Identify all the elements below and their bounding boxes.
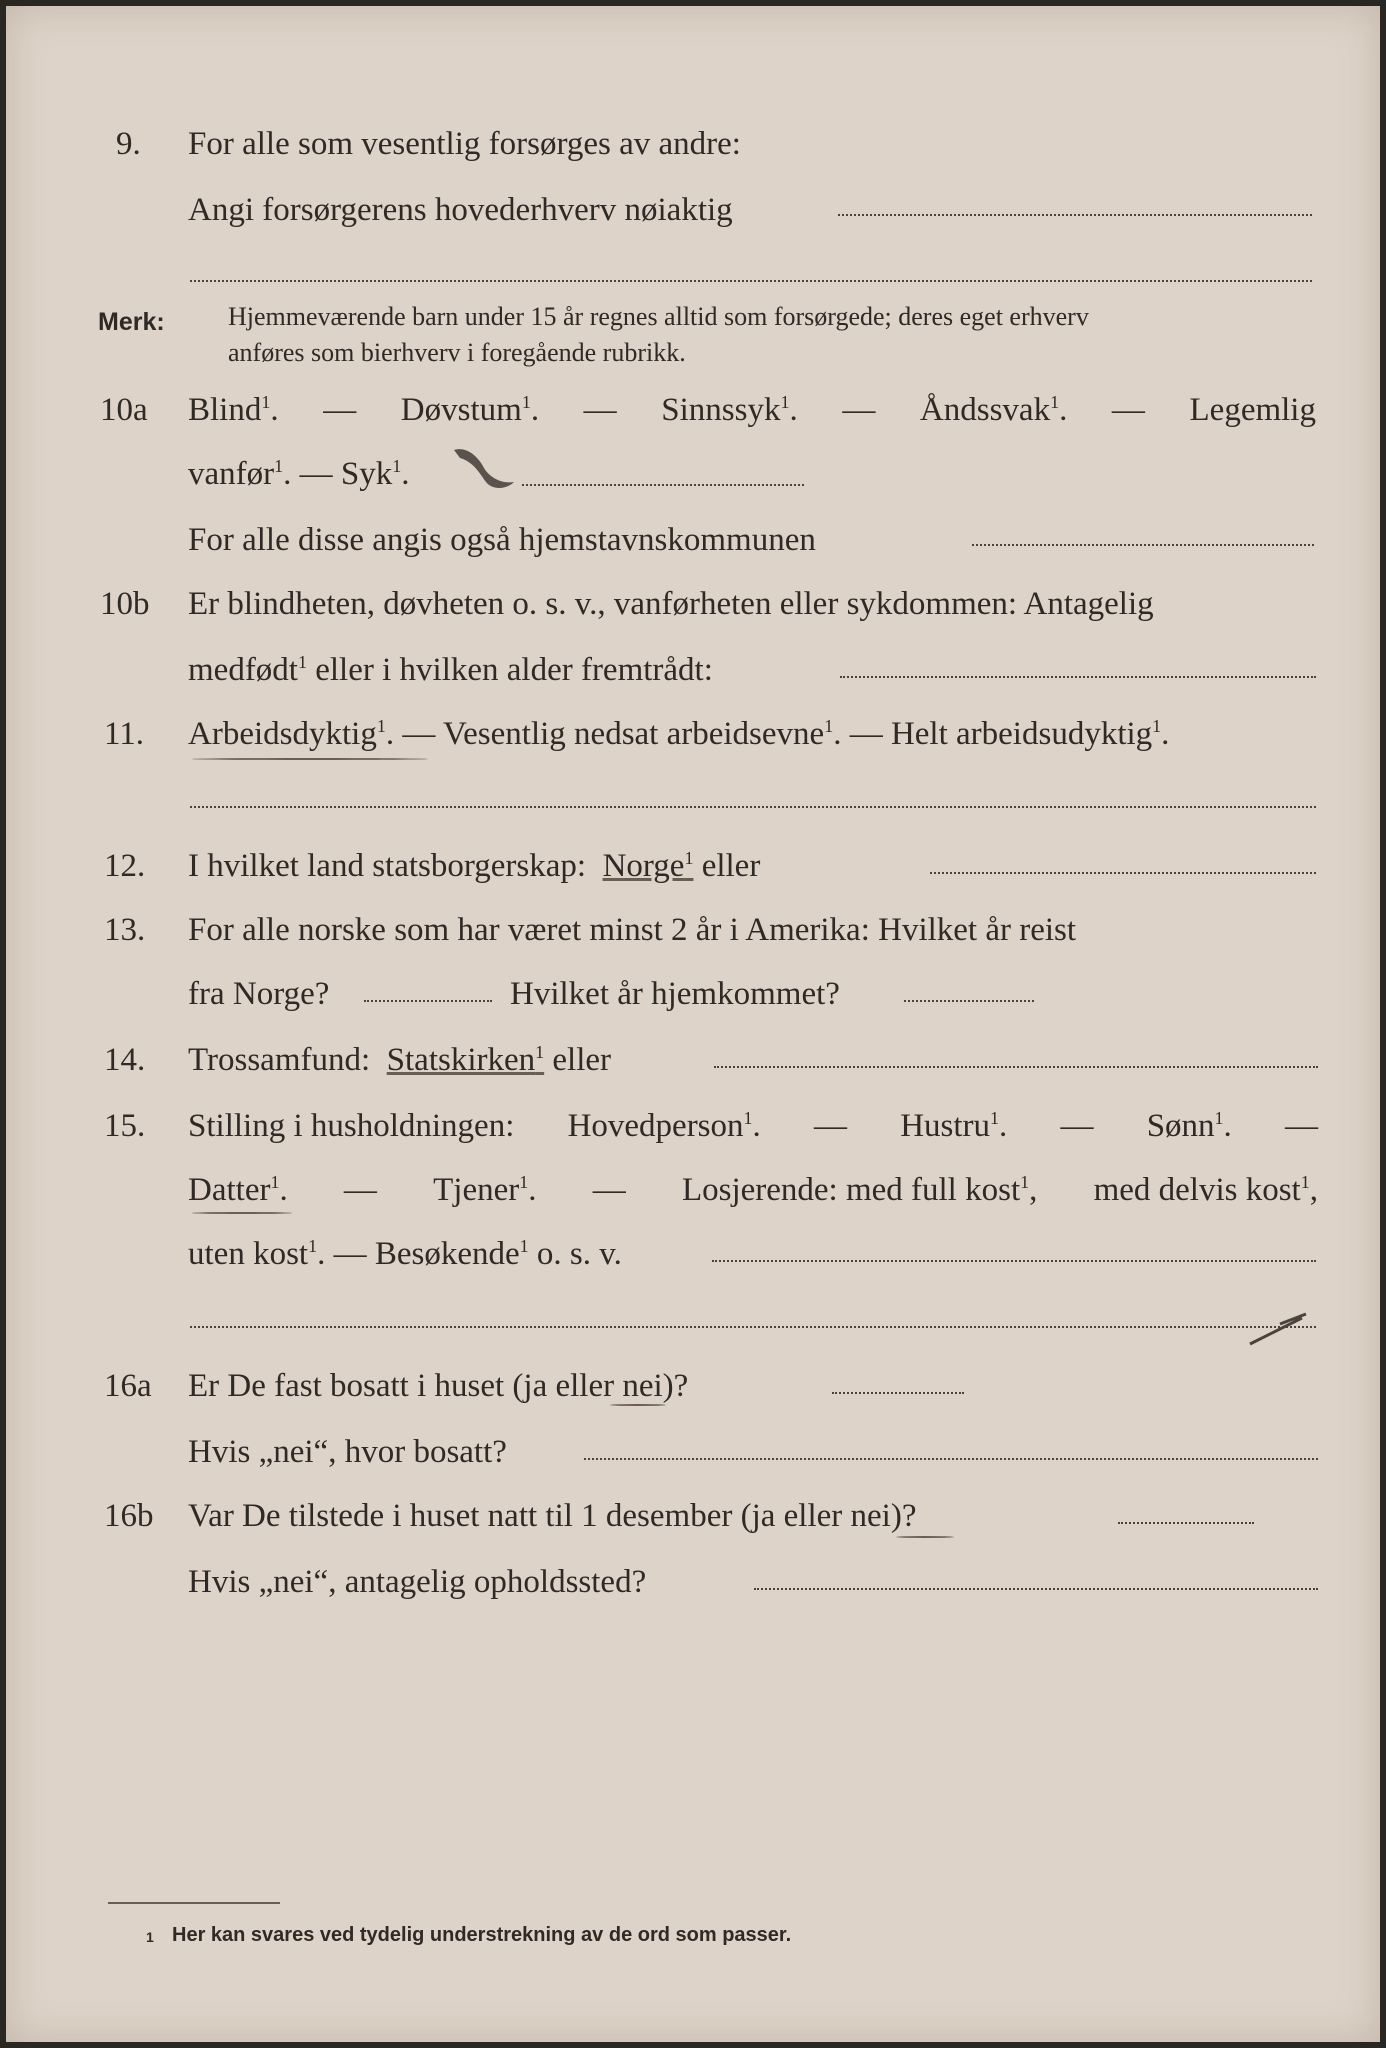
q10a-line3: For alle disse angis også hjemstavnskommunen xyxy=(188,522,816,558)
option-legemlig[interactable]: Legemlig xyxy=(1189,392,1316,428)
option-hustru[interactable]: Hustru$^1$. xyxy=(900,1108,1008,1144)
q13-fra-norge: fra Norge? xyxy=(188,976,330,1012)
census-form-page xyxy=(6,6,1380,2042)
q10b-line1: Er blindheten, døvheten o. s. v., vanførheten eller sykdommen: Antagelig xyxy=(188,586,1154,622)
q16b-line2: Hvis „nei“, antagelig opholdssted? xyxy=(188,1564,647,1600)
q16b-line1: Var De tilstede i huset natt til 1 desember (ja eller nei)? xyxy=(188,1498,917,1534)
q13-reist-answer-line[interactable] xyxy=(364,1000,492,1002)
underline-datter xyxy=(192,1212,292,1214)
q16a-number: 16a xyxy=(104,1368,152,1404)
q13-hjemkommet-answer-line[interactable] xyxy=(904,1000,1034,1002)
option-datter[interactable]: Datter$^1$. xyxy=(188,1172,288,1208)
q14-line: Trossamfund: Statskirken$^1$ eller xyxy=(188,1042,612,1078)
option-sonn[interactable]: Sønn$^1$. xyxy=(1146,1108,1232,1144)
q15-number: 15. xyxy=(104,1108,146,1144)
option-full-kost[interactable]: Losjerende: med full kost$^1$, xyxy=(681,1172,1038,1208)
q16a-line2: Hvis „nei“, hvor bosatt? xyxy=(188,1434,507,1470)
q15-answer-line-2[interactable] xyxy=(190,1326,1316,1328)
option-tjener[interactable]: Tjener$^1$. xyxy=(433,1172,537,1208)
q16a-line1: Er De fast bosatt i huset (ja eller nei)? xyxy=(188,1368,689,1404)
q12-answer-line[interactable] xyxy=(930,872,1316,874)
q11-line: Arbeidsdyktig$^1$. — Vesentlig nedsat arbeidsevne$^1$. — Helt arbeidsudyktig$^1$. xyxy=(188,716,1170,752)
option-delvis-kost[interactable]: med delvis kost$^1$, xyxy=(1093,1172,1318,1208)
option-arbeidsdyktig[interactable]: Arbeidsdyktig$^1$ xyxy=(188,716,386,752)
q13-number: 13. xyxy=(104,912,146,948)
footnote-rule xyxy=(108,1902,280,1904)
option-statskirken[interactable]: Statskirken$^1$ xyxy=(386,1042,545,1078)
q12-number: 12. xyxy=(104,848,146,884)
q13-line1: For alle norske som har været minst 2 år i Amerika: Hvilket år reist xyxy=(188,912,1077,948)
q12-line: I hvilket land statsborgerskap: Norge$^1$ eller xyxy=(188,848,761,884)
q16b-opholdssted-line[interactable] xyxy=(754,1588,1318,1590)
q16b-number: 16b xyxy=(104,1498,154,1534)
q9-line1: For alle som vesentlig forsørges av andre: xyxy=(188,126,741,162)
q14-number: 14. xyxy=(104,1042,146,1078)
q11-answer-line[interactable] xyxy=(190,806,1316,808)
option-sinnssyk[interactable]: Sinnssyk$^1$. xyxy=(661,392,798,428)
handwritten-mark xyxy=(446,438,526,498)
q13-hjemkommet: Hvilket år hjemkommet? xyxy=(510,976,840,1012)
q9-line2: Angi forsørgerens hovederhverv nøiaktig xyxy=(188,192,733,228)
q10a-answer-line[interactable] xyxy=(522,484,804,486)
q15-line1: Stilling i husholdningen: Hovedperson$^1$. — Hustru$^1$. — Sønn$^1$. — xyxy=(188,1108,1318,1144)
q9-answer-line[interactable] xyxy=(838,214,1312,216)
option-syk[interactable]: Syk$^1$. xyxy=(340,456,410,492)
footnote-text: Her kan svares ved tydelig understrekning av de ord som passer. xyxy=(172,1924,792,1946)
option-vanfor[interactable]: vanfør$^1$. xyxy=(188,456,292,492)
q15-answer-line[interactable] xyxy=(712,1260,1316,1262)
q15-line3: uten kost$^1$. — Besøkende$^1$ o. s. v. xyxy=(188,1236,622,1272)
underline-ja-16a xyxy=(610,1404,666,1406)
q14-answer-line[interactable] xyxy=(714,1066,1318,1068)
q11-number: 11. xyxy=(104,716,145,752)
option-hovedperson[interactable]: Hovedperson$^1$. xyxy=(567,1108,761,1144)
footnote-marker: 1 xyxy=(146,1929,154,1945)
q10a-line2: vanfør$^1$. — Syk$^1$. xyxy=(188,456,410,492)
underline-ja-16b xyxy=(896,1536,954,1538)
option-uten-kost[interactable]: uten kost$^1$. xyxy=(188,1236,326,1272)
q16a-answer-line[interactable] xyxy=(832,1392,964,1394)
q10a-line1: Blind$^1$. — Døvstum$^1$. — Sinnssyk$^1$. — Åndssvak$^1$. — Legemlig xyxy=(188,392,1316,428)
q16b-answer-line[interactable] xyxy=(1118,1522,1254,1524)
q10b-answer-line[interactable] xyxy=(840,676,1316,678)
option-medfodt[interactable]: medfødt$^1$ xyxy=(188,652,307,688)
option-dovstum[interactable]: Døvstum$^1$. xyxy=(400,392,540,428)
option-besokende[interactable]: Besøkende$^1$ xyxy=(374,1236,529,1272)
merk-line2: anføres som bierhverv i foregående rubrikk. xyxy=(228,338,686,367)
q9-answer-line-2[interactable] xyxy=(190,280,1312,282)
q9-number: 9. xyxy=(116,126,141,162)
handwritten-stroke xyxy=(1244,1310,1314,1350)
merk-line1: Hjemmeværende barn under 15 år regnes alltid som forsørgede; deres eget erhverv xyxy=(228,302,1089,331)
q10b-number: 10b xyxy=(100,586,150,622)
q10b-line2: medfødt$^1$ eller i hvilken alder fremtrådt: xyxy=(188,652,713,688)
q16a-bosatt-line[interactable] xyxy=(584,1458,1318,1460)
option-blind[interactable]: Blind$^1$. xyxy=(188,392,279,428)
q10a-hjemstavn-line[interactable] xyxy=(972,544,1314,546)
option-andssvak[interactable]: Åndssvak$^1$. xyxy=(919,392,1068,428)
merk-label: Merk: xyxy=(98,308,165,336)
option-norge[interactable]: Norge$^1$ xyxy=(602,848,694,884)
q10a-number: 10a xyxy=(100,392,148,428)
q15-line2: Datter$^1$. — Tjener$^1$. — Losjerende: med full kost$^1$, med delvis kost$^1$, xyxy=(188,1172,1318,1208)
underline-arbeidsdyktig xyxy=(192,758,428,760)
